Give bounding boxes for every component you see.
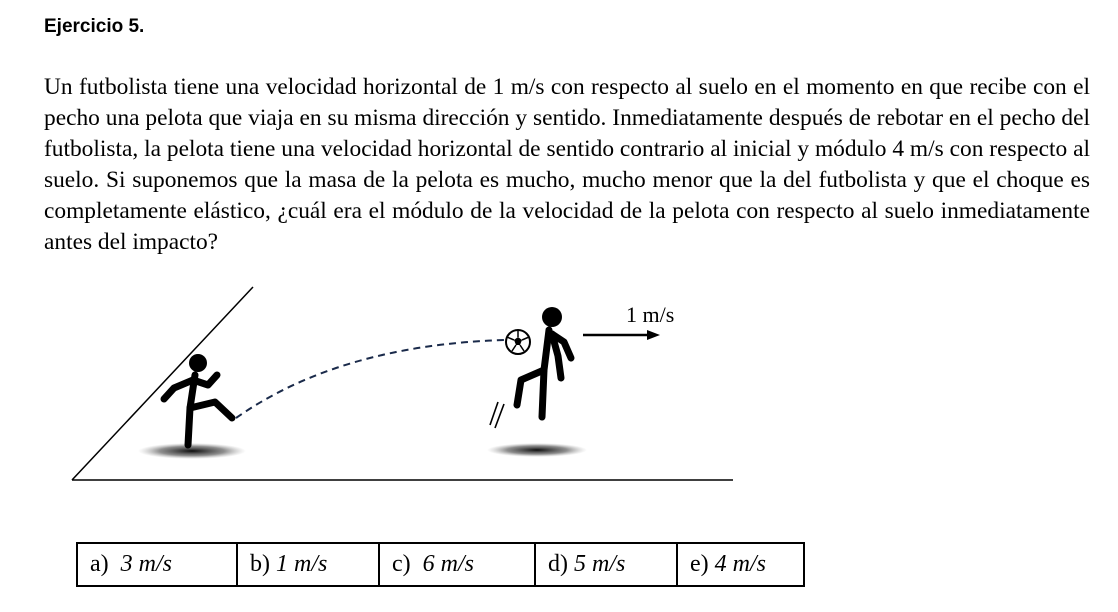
option-a[interactable]: a) 3 m/s xyxy=(77,543,237,586)
velocity-label: 1 m/s xyxy=(626,302,675,327)
velocity-arrow xyxy=(583,330,660,340)
problem-statement: Un futbolista tiene una velocidad horizontal de 1 m/s con respecto al suelo en el momento en que recibe con el pecho una pelota que viaja en su misma dirección y sentido. Inmediatamente después de rebotar en el pecho del futbolista, la pelota tiene una velocidad horizontal de sentido contrario al inicial y módulo 4 m/s con respecto al suelo. Si suponemos que la masa de la pelota es mucho, mucho menor que la del futbolista y que el choque es completamente elástico, ¿cuál era el módulo de la velocidad de la pelota con respecto al suelo inmediatamente antes del impacto? xyxy=(44,74,1090,255)
option-b[interactable]: b) 1 m/s xyxy=(237,543,379,586)
option-d[interactable]: d) 5 m/s xyxy=(535,543,677,586)
motion-lines xyxy=(490,402,504,428)
ball-trajectory xyxy=(236,340,505,418)
soccer-ball-icon xyxy=(506,330,530,354)
receiver-figure xyxy=(517,307,571,417)
kicker-shadow xyxy=(138,443,246,459)
exercise-title: Ejercicio 5. xyxy=(44,16,145,37)
option-c[interactable]: c) 6 m/s xyxy=(379,543,535,586)
kick-diagram xyxy=(0,270,1118,490)
receiver-shadow xyxy=(487,443,587,457)
option-e[interactable]: e) 4 m/s xyxy=(677,543,804,586)
kicker-figure xyxy=(164,354,232,445)
answer-options xyxy=(76,542,805,587)
